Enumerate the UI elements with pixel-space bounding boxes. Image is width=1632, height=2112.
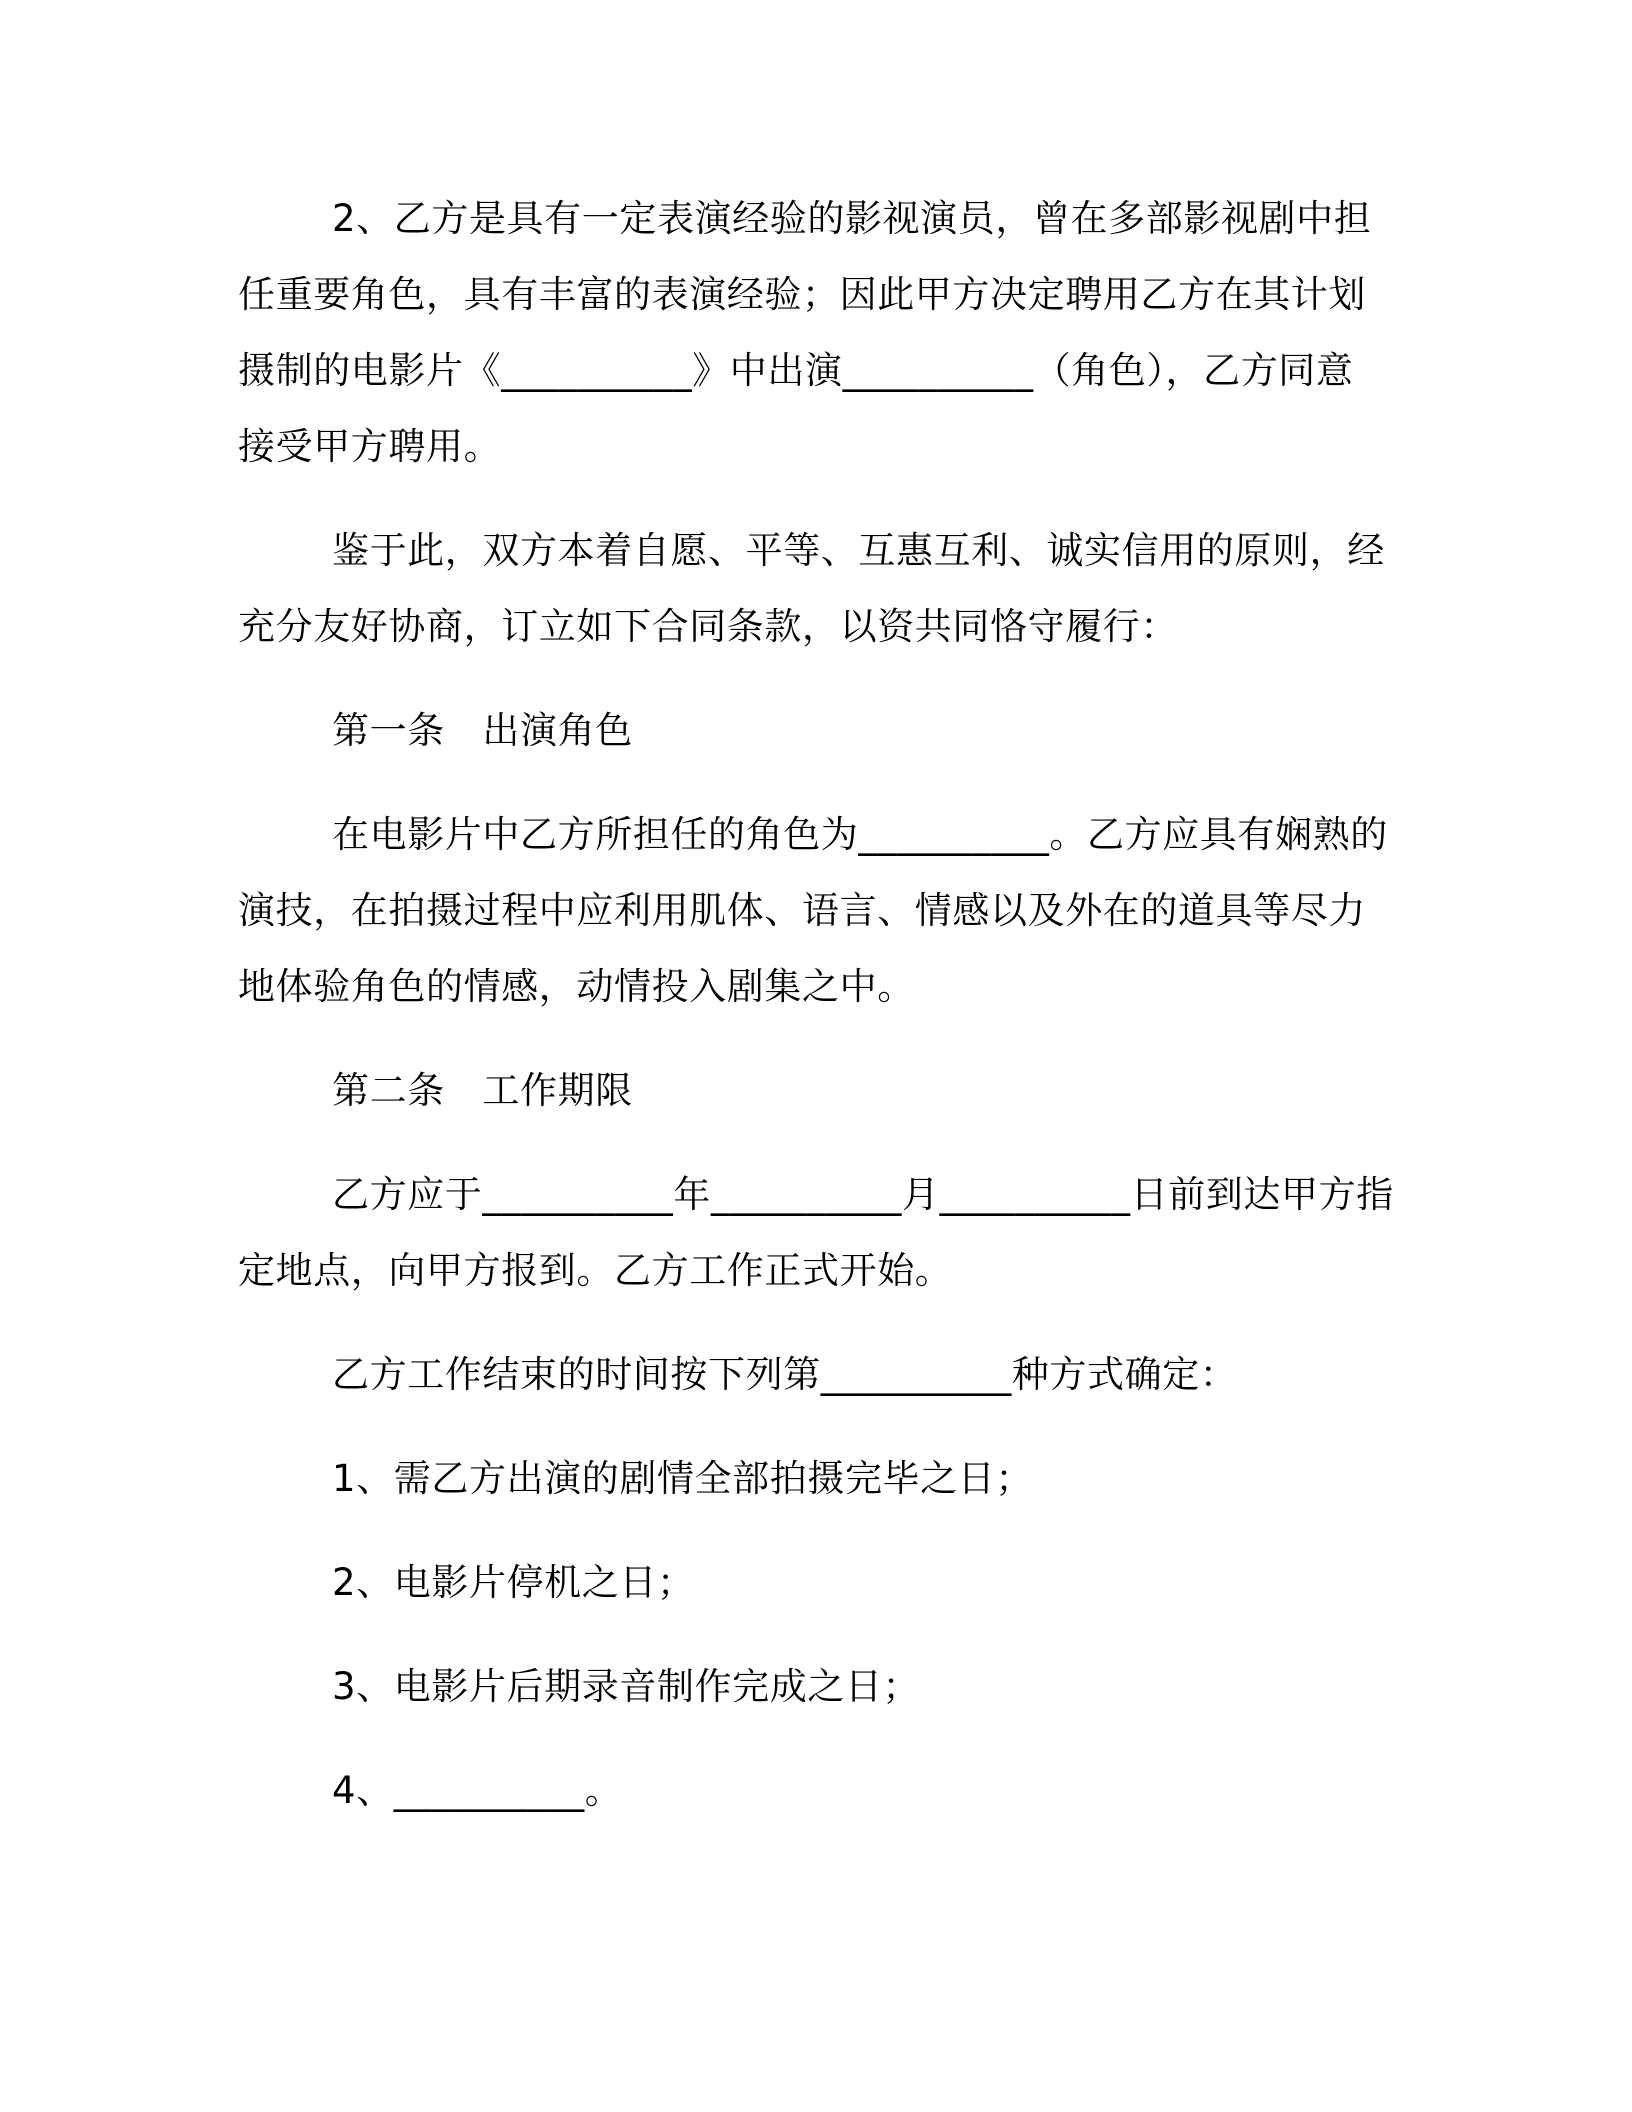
article-2-heading: 第二条 工作期限 [332, 1069, 633, 1112]
paragraph-3-line-2: 演技，在拍摄过程中应利用肌体、语言、情感以及外在的道具等尽力 [238, 889, 1366, 932]
article-1-heading: 第一条 出演角色 [332, 709, 633, 752]
paragraph-1-line-2: 任重要角色，具有丰富的表演经验；因此甲方决定聘用乙方在其计划 [238, 273, 1366, 316]
paragraph-4-line-2: 定地点，向甲方报到。乙方工作正式开始。 [238, 1249, 953, 1292]
paragraph-1-line-1: 2、乙方是具有一定表演经验的影视演员，曾在多部影视剧中担 [332, 197, 1372, 240]
list-item-2: 2、电影片停机之日； [332, 1561, 695, 1604]
paragraph-3-line-3: 地体验角色的情感，动情投入剧集之中。 [238, 965, 915, 1008]
list-item-1: 1、需乙方出演的剧情全部拍摄完毕之日； [332, 1457, 1033, 1500]
list-item-4: 4、__________。 [332, 1769, 623, 1812]
paragraph-5: 乙方工作结束的时间按下列第__________种方式确定： [332, 1353, 1238, 1396]
paragraph-2-line-1: 鉴于此，双方本着自愿、平等、互惠互利、诚实信用的原则，经 [332, 529, 1385, 572]
paragraph-1-line-4: 接受甲方聘用。 [238, 425, 502, 468]
paragraph-2-line-2: 充分友好协商，订立如下合同条款，以资共同恪守履行： [238, 605, 1178, 648]
paragraph-3-line-1: 在电影片中乙方所担任的角色为__________。乙方应具有娴熟的 [332, 813, 1388, 856]
list-item-3: 3、电影片后期录音制作完成之日； [332, 1665, 921, 1708]
paragraph-1-line-3: 摄制的电影片《__________》中出演__________（角色），乙方同意 [238, 349, 1354, 392]
paragraph-4-line-1: 乙方应于__________年__________月__________日前到达甲方指 [332, 1173, 1394, 1216]
